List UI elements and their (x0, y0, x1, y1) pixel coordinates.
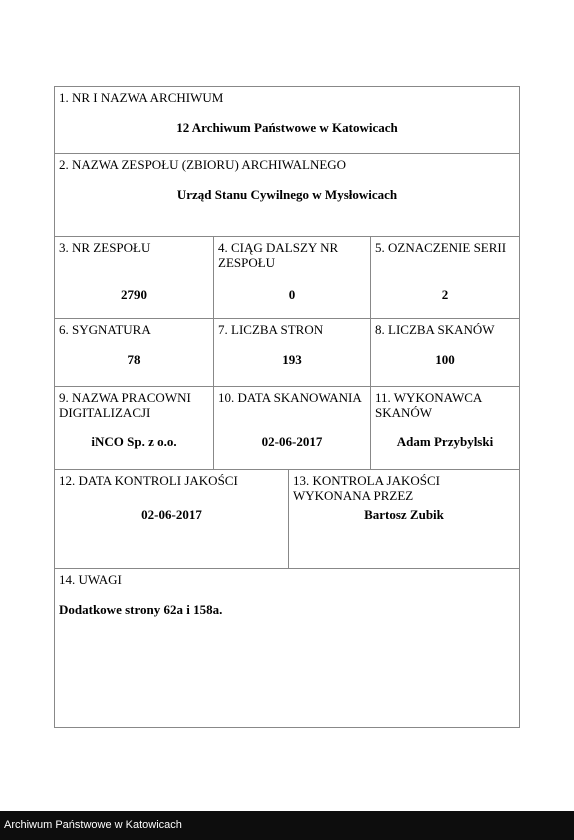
fonds-number-cell (55, 237, 213, 318)
operator-cell (370, 387, 519, 469)
collection-row (54, 153, 520, 236)
notes-row (54, 568, 520, 728)
scans-value: 100 (435, 352, 455, 367)
qc-date-label: 12. DATA KONTROLI JAKOŚCI (59, 473, 238, 488)
pages-label: 7. LICZBA STRON (218, 322, 324, 337)
notes-cell (55, 569, 519, 727)
scans-cell (370, 319, 519, 386)
archive-cell (55, 87, 519, 153)
signature-label: 6. SYGNATURA (59, 322, 151, 337)
lab-cell (55, 387, 213, 469)
signature-value: 78 (127, 352, 141, 367)
metadata-form (54, 86, 520, 728)
fonds-continuation-cell (213, 237, 370, 318)
digitization-row (54, 386, 520, 469)
qc-date-cell (55, 470, 288, 568)
notes-value: Dodatkowe strony 62a i 158a. (59, 602, 223, 617)
scan-date-cell (213, 387, 370, 469)
operator-label: 11. WYKONAWCA SKANÓW (375, 390, 482, 420)
scan-date-value: 02-06-2017 (261, 434, 323, 449)
archive-value: 12 Archiwum Państwowe w Katowicach (176, 120, 398, 135)
signature-row (54, 318, 520, 386)
footer-bar (0, 811, 574, 840)
series-cell (370, 237, 519, 318)
notes-label: 14. UWAGI (59, 572, 122, 587)
fonds-number-value: 2790 (121, 287, 147, 302)
qc-date-value: 02-06-2017 (141, 507, 202, 522)
qc-by-cell (288, 470, 519, 568)
fonds-number-label: 3. NR ZESPOŁU (59, 240, 151, 255)
scan-date-label: 10. DATA SKANOWANIA (218, 390, 362, 405)
collection-label: 2. NAZWA ZESPOŁU (ZBIORU) ARCHIWALNEGO (59, 157, 347, 172)
lab-value: iNCO Sp. z o.o. (91, 434, 177, 449)
archive-label: 1. NR I NAZWA ARCHIWUM (59, 90, 224, 105)
qc-by-value: Bartosz Zubik (364, 507, 444, 522)
qc-by-label: 13. KONTROLA JAKOŚCI WYKONANA PRZEZ (293, 473, 440, 503)
pages-value: 193 (282, 352, 302, 367)
operator-value: Adam Przybylski (396, 434, 494, 449)
lab-label: 9. NAZWA PRACOWNI DIGITALIZACJI (59, 390, 191, 420)
collection-cell (55, 154, 519, 236)
series-label: 5. OZNACZENIE SERII (375, 240, 507, 255)
archive-row (54, 86, 520, 153)
fonds-continuation-value: 0 (288, 287, 296, 302)
scans-label: 8. LICZBA SKANÓW (375, 322, 495, 337)
fonds-row (54, 236, 520, 318)
quality-row (54, 469, 520, 568)
series-value: 2 (441, 287, 449, 302)
fonds-continuation-label: 4. CIĄG DALSZY NR ZESPOŁU (218, 240, 339, 270)
pages-cell (213, 319, 370, 386)
collection-value: Urząd Stanu Cywilnego w Mysłowicach (176, 187, 398, 202)
footer-text: Archiwum Państwowe w Katowicach (4, 819, 182, 831)
signature-cell (55, 319, 213, 386)
